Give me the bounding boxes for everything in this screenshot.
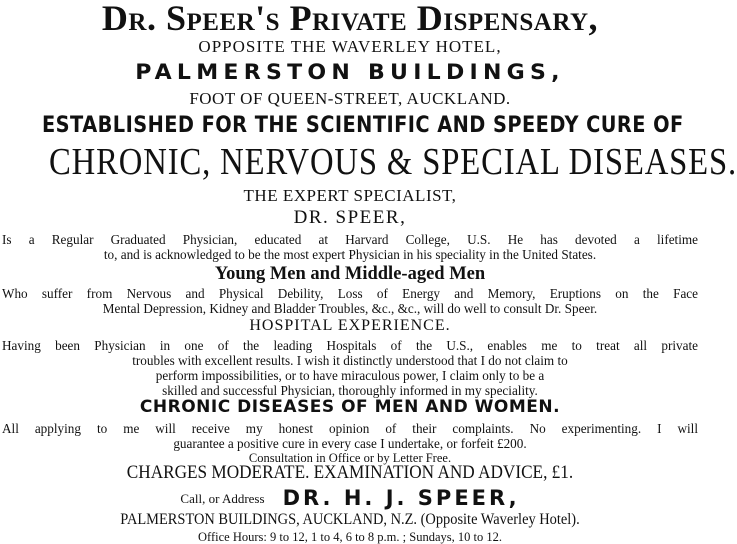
young-men-line-1: Who suffer from Nervous and Physical Debility, Loss of Energy and Memory, Eruptions on the Face: [2, 286, 698, 301]
address-line: PALMERSTON BUILDINGS, AUCKLAND, N.Z. (Opposite Waverley Hotel).: [120, 511, 580, 528]
chronic-line-3: Consultation in Office or by Letter Free.: [248, 451, 452, 465]
established-line: ESTABLISHED FOR THE SCIENTIFIC AND SPEEDY CURE OF: [42, 113, 684, 138]
specialist-text-line-2: to, and is acknowledged to be the most expert Physician in his speciality in the United States.: [103, 247, 597, 262]
buildings-line: PALMERSTON BUILDINGS,: [135, 60, 565, 84]
diseases-line: CHRONIC, NERVOUS & SPECIAL DISEASES.: [49, 141, 737, 183]
charges-line: CHARGES MODERATE. EXAMINATION AND ADVICE, £1.: [126, 463, 574, 483]
young-men-line-2: Mental Depression, Kidney and Bladder Troubles, &c., &c., will do well to consult Dr. Speer.: [102, 301, 598, 316]
opposite-line: OPPOSITE THE WAVERLEY HOTEL,: [198, 37, 502, 56]
hospital-heading: HOSPITAL EXPERIENCE.: [249, 317, 451, 334]
hospital-line-4: skilled and successful Physician, thoroughly informed in my speciality.: [162, 383, 538, 398]
chronic-line-2: guarantee a positive cure in every case I undertake, or forfeit £200.: [173, 436, 527, 451]
chronic-heading: CHRONIC DISEASES OF MEN AND WOMEN.: [139, 397, 561, 417]
advertisement-title: Dr. Speer's Private Dispensary,: [101, 0, 599, 38]
chronic-line-1: All applying to me will receive my honest opinion of their complaints. No experimenting. I will: [2, 421, 698, 436]
specialist-name: DR. SPEER,: [293, 207, 407, 228]
office-hours-line: Office Hours: 9 to 12, 1 to 4, 6 to 8 p.m. ; Sundays, 10 to 12.: [198, 530, 502, 544]
hospital-line-3: perform impossibilities, or to have miraculous power, I claim only to be a: [155, 368, 545, 383]
young-men-heading: Young Men and Middle-aged Men: [214, 264, 486, 284]
specialist-label: THE EXPERT SPECIALIST,: [243, 186, 457, 205]
hospital-line-1: Having been Physician in one of the leading Hospitals of the U.S., enables me to treat all private: [2, 338, 698, 353]
contact-line: [0, 488, 700, 510]
foot-of-street-line: FOOT OF QUEEN-STREET, AUCKLAND.: [189, 89, 511, 108]
hospital-line-2: troubles with excellent results. I wish it distinctly understood that I do not claim to: [132, 353, 568, 368]
specialist-text-line-1: Is a Regular Graduated Physician, educated at Harvard College, U.S. He has devoted a lifetime: [2, 232, 698, 247]
call-label: Call, or Address: [180, 491, 265, 506]
contact-name: DR. H. J. SPEER,: [282, 486, 520, 510]
